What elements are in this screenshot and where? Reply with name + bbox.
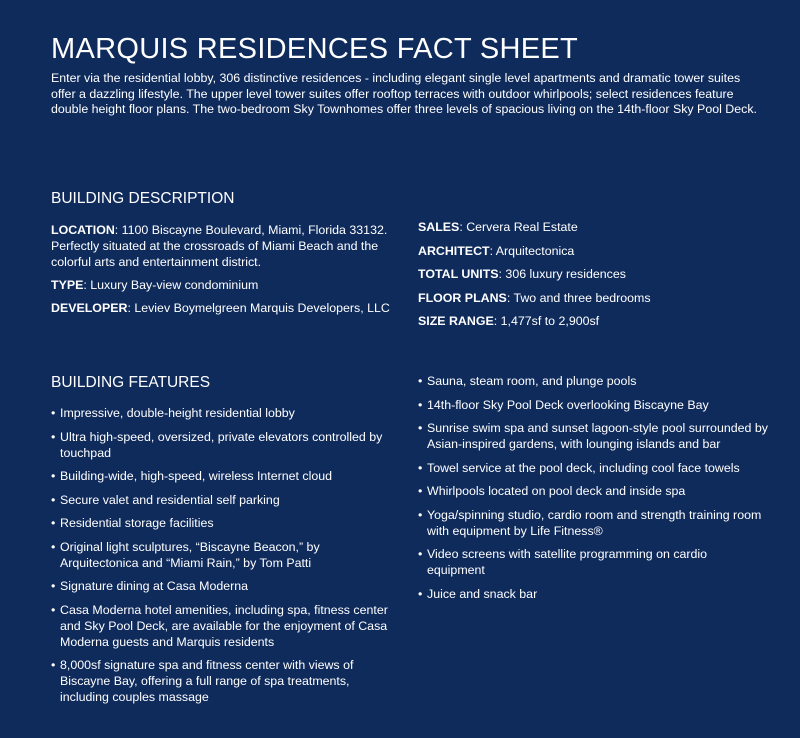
field-label: TOTAL UNITS	[418, 267, 499, 281]
building-description-right	[418, 219, 768, 337]
field-label: LOCATION	[51, 223, 115, 237]
field-value: : Cervera Real Estate	[459, 220, 578, 234]
list-item: • 14th-floor Sky Pool Deck overlooking Biscayne Bay	[418, 397, 768, 413]
size-range-field	[418, 313, 768, 329]
page-title: MARQUIS RESIDENCES FACT SHEET	[51, 33, 579, 65]
list-item: • Residential storage facilities	[51, 515, 396, 531]
list-item: • Sauna, steam room, and plunge pools	[418, 373, 768, 389]
list-item: • Building-wide, high-speed, wireless Internet cloud	[51, 468, 396, 484]
field-value: : 306 luxury residences	[498, 267, 626, 281]
field-label: TYPE	[51, 278, 84, 292]
building-description-left	[51, 222, 401, 323]
list-item: • Secure valet and residential self parking	[51, 492, 396, 508]
building-description-heading: BUILDING DESCRIPTION	[51, 190, 235, 207]
field-label: ARCHITECT	[418, 243, 490, 258]
building-features-heading: BUILDING FEATURES	[51, 374, 211, 391]
list-item: • Towel service at the pool deck, including cool face towels	[418, 460, 768, 476]
field-value: : 1100 Biscayne Boulevard, Miami, Florida 33132. Perfectly situated at the crossroads of Miami Beach and the colorful arts and entertainment district.	[51, 223, 388, 269]
floor-plans-field	[418, 290, 768, 306]
field-label: DEVELOPER	[51, 301, 128, 315]
list-item: • Juice and snack bar	[418, 586, 768, 602]
field-value: : Two and three bedrooms	[506, 290, 651, 305]
field-value: : Leviev Boymelgreen Marquis Developers, LLC	[127, 301, 390, 315]
intro-paragraph: Enter via the residential lobby, 306 distinctive residences - including elegant single level apartments and dramatic tower suites offer a dazzling lifestyle. The upper level tower suites offer rooftop terraces with outdoor whirlpools; select residences feature double height floor plans. The two-bedroom Sky Townhomes offer three levels of spacious living on the 14th-floor Sky Pool Deck.	[51, 71, 757, 117]
architect-field	[418, 243, 768, 259]
list-item: • Signature dining at Casa Moderna	[51, 578, 396, 594]
total-units-field	[418, 266, 768, 282]
features-list-right	[418, 373, 768, 609]
list-item: • 8,000sf signature spa and fitness center with views of Biscayne Bay, offering a full range of spa treatments, including couples massage	[51, 657, 396, 705]
field-value: : 1,477sf to 2,900sf	[493, 314, 600, 328]
list-item: • Yoga/spinning studio, cardio room and strength training room with equipment by Life Fitness®	[418, 507, 768, 539]
features-list-left	[51, 405, 396, 713]
list-item: • Whirlpools located on pool deck and inside spa	[418, 483, 768, 499]
list-item: • Impressive, double-height residential lobby	[51, 405, 396, 421]
list-item: • Ultra high-speed, oversized, private elevators controlled by touchpad	[51, 429, 396, 461]
field-value: : Arquitectonica	[489, 243, 575, 258]
list-item: • Video screens with satellite programming on cardio equipment	[418, 546, 768, 578]
sales-field	[418, 219, 768, 235]
field-label: SALES	[418, 220, 460, 234]
type-field	[51, 277, 401, 293]
field-label: FLOOR PLANS	[418, 290, 507, 305]
location-field	[51, 222, 401, 270]
field-value: : Luxury Bay-view condominium	[83, 278, 259, 292]
list-item: • Casa Moderna hotel amenities, including spa, fitness center and Sky Pool Deck, are available for the enjoyment of Casa Moderna guests and Marquis residents	[51, 602, 396, 650]
list-item: • Original light sculptures, “Biscayne Beacon,” by Arquitectonica and “Miami Rain,” by Tom Patti	[51, 539, 396, 571]
developer-field	[51, 300, 401, 316]
field-label: SIZE RANGE	[418, 314, 494, 328]
list-item: • Sunrise swim spa and sunset lagoon-style pool surrounded by Asian-inspired gardens, with lounging islands and bar	[418, 420, 768, 452]
